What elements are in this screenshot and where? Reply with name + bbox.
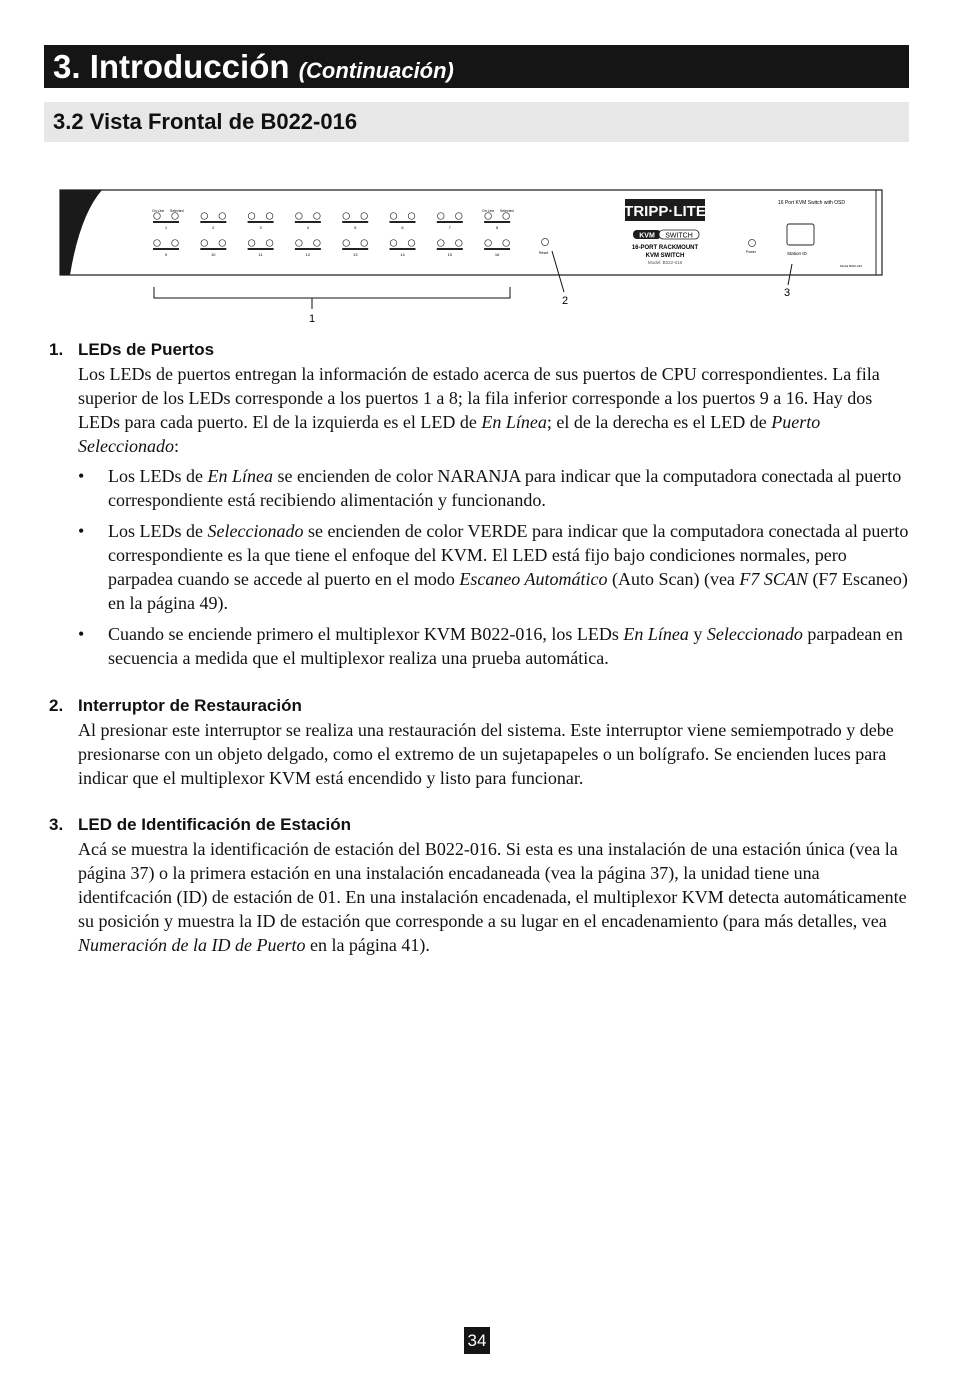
selected-led [314, 213, 321, 220]
item-paragraph: Acá se muestra la identificación de estación del B022-016. Si esta es una instalación de una estación única (vea la página 37) o la primera estación en una instalación encadaneada (vea la página 37), la unidad tiene una identifcación (ID) de estación de 01. En una instalación encadenada, el multiplexor KVM detecta automáticamente su posición y muestra la ID de estación que corresponde a su lugar en el encadenamiento (para más detalles, vea Numeración de la ID de Puerto en la página 41). [78, 839, 907, 955]
port-underline [390, 221, 416, 223]
front-panel-figure [40, 185, 900, 330]
chapter-subtitle: (Continuación) [298, 58, 454, 83]
port-underline [248, 248, 274, 250]
port-underline [295, 248, 321, 250]
port-number-label: 12 [305, 252, 311, 257]
italic-run: En Línea [623, 624, 689, 644]
selected-led [219, 240, 226, 247]
italic-run: Puerto Seleccionado [78, 412, 821, 456]
model-line-1: 16-PORT RACKMOUNT [631, 245, 699, 251]
bullet-text: Los LEDs de En Línea se encienden de color NARANJA para indicar que la computadora conectada al puerto correspondiente está recibiendo alimentación y funcionando. [108, 466, 902, 510]
bullet-item: • Cuando se enciende primero el multiplexor KVM B022-016, los LEDs En Línea y Seleccionado parpadean en secuencia a medida que el multiplexor realiza una prueba automática. [78, 624, 903, 668]
selected-led [172, 240, 179, 247]
online-led [248, 240, 255, 247]
model-small: Model B022-016 [840, 264, 863, 268]
item-title: Interruptor de Restauración [78, 696, 302, 715]
port-underline [248, 221, 274, 223]
osd-label: 16 Port KVM Switch with OSD [778, 200, 845, 206]
selected-led [503, 213, 510, 220]
port-number-label: 13 [352, 252, 358, 257]
item-title: LEDs de Puertos [78, 340, 215, 359]
section-title: 3.2 Vista Frontal de B022-016 [53, 109, 358, 134]
selected-led [503, 240, 510, 247]
port-underline [342, 248, 368, 250]
selected-led [456, 240, 463, 247]
online-led [154, 213, 161, 220]
bullet-item: • Los LEDs de En Línea se encienden de color NARANJA para indicar que la computadora conectada al puerto correspondiente está recibiendo alimentación y funcionando. [78, 466, 902, 510]
port-number-label: 5 [354, 225, 357, 230]
online-led [390, 240, 397, 247]
station-id-display [787, 224, 814, 245]
selected-led [408, 213, 415, 220]
port-underline [484, 221, 510, 223]
italic-run: En Línea [481, 412, 547, 432]
selected-label-right: Selected [500, 209, 514, 213]
page-number: 34 [464, 1327, 490, 1354]
italic-run: En Línea [207, 466, 273, 486]
port-underline [153, 221, 179, 223]
port-number-label: 4 [306, 225, 310, 230]
port-number-label: 11 [258, 252, 263, 257]
online-led [201, 240, 208, 247]
port-underline [437, 221, 463, 223]
item-number: 3. [49, 815, 64, 834]
panel-outline [60, 190, 882, 275]
power-label: Power [746, 250, 756, 254]
brand-logo: TRIPP·LITE [624, 203, 706, 220]
port-number-label: 1 [164, 225, 168, 230]
port-underline [200, 221, 226, 223]
selected-label: Selected [170, 209, 184, 213]
online-label: On Line [152, 209, 165, 213]
bullet-item: • Los LEDs de Seleccionado se encienden de color VERDE para indicar que la computadora conectada al puerto correspondiente es la que tiene el enfoque del KVM. El LED está fijo bajo condiciones normales, pero parpadea cuando se accede al puerto en el modo Escaneo Automático (Auto Scan) (vea F7 SCAN (F7 Escaneo) en la página 49). [78, 521, 909, 613]
section-header [44, 102, 909, 142]
port-underline [484, 248, 510, 250]
port-number-label: 6 [401, 225, 404, 230]
selected-led [361, 213, 368, 220]
online-led [248, 213, 255, 220]
port-number-label: 3 [259, 225, 262, 230]
online-led [438, 240, 445, 247]
online-led [343, 213, 350, 220]
power-led [749, 240, 756, 247]
port-number-label: 8 [495, 225, 499, 230]
selected-led [408, 240, 415, 247]
online-led [154, 240, 161, 247]
port-number-label: 9 [164, 252, 168, 257]
callout-2: 2 [561, 295, 569, 307]
port-underline [342, 221, 368, 223]
selected-led [266, 240, 273, 247]
selected-led [314, 240, 321, 247]
port-number-label: 14 [400, 252, 405, 257]
online-led [296, 240, 303, 247]
online-led [485, 213, 492, 220]
selected-led [361, 240, 368, 247]
item-number: 1. [49, 340, 64, 359]
item-title: LED de Identificación de Estación [78, 815, 351, 834]
port-number-label: 10 [211, 252, 216, 257]
callout-1: 1 [308, 313, 316, 325]
item-paragraph: Al presionar este interruptor se realiza una restauración del sistema. Este interruptor viene semiempotrado y debe presionarse con un objeto delgado, como el extremo de un sujetapapeles o un bolígrafo. Se encienden luces para indicar que el multiplexor KVM está encendido y listo para funcionar. [78, 720, 894, 788]
port-number-label: 2 [212, 225, 215, 230]
model-line-3: Model: B022-016 [647, 260, 683, 265]
online-led [390, 213, 397, 220]
item-reset-switch [49, 694, 909, 790]
port-number-label: 7 [448, 225, 451, 230]
kvm-badge-text: KVM [639, 232, 655, 240]
callout-3: 3 [783, 287, 791, 299]
callout-bracket-1 [154, 287, 510, 298]
port-number-label: 16 [494, 252, 500, 257]
selected-led [172, 213, 179, 220]
online-led [296, 213, 303, 220]
model-line-2: KVM SWITCH [645, 253, 685, 259]
online-led [485, 240, 492, 247]
italic-run: Numeración de la ID de Puerto [78, 935, 306, 955]
online-label-right: On Line [482, 209, 495, 213]
chapter-title-text: 3. Introducción [53, 48, 290, 85]
item-station-id [49, 813, 909, 957]
port-number-label: 15 [447, 252, 453, 257]
item-port-leds [49, 338, 909, 670]
port-underline [295, 221, 321, 223]
item-paragraph: Los LEDs de puertos entregan la información de estado acerca de sus puertos de CPU correspondientes. La fila superior de los LEDs corresponde a los puertos 1 a 8; la fila inferior corresponde a los puertos 9 a 16. Hay dos LEDs para cada puerto. El de la izquierda es el LED de En Línea; el de la derecha es el LED de Puerto Seleccionado: [78, 364, 880, 456]
switch-badge-text: SWITCH [665, 232, 693, 240]
italic-run: F7 SCAN [739, 569, 808, 589]
port-underline [200, 248, 226, 250]
online-led [343, 240, 350, 247]
selected-led [456, 213, 463, 220]
port-underline [390, 248, 416, 250]
bullet-text: Cuando se enciende primero el multiplexor KVM B022-016, los LEDs En Línea y Seleccionado parpadean en secuencia a medida que el multiplexor realiza una prueba automática. [108, 624, 903, 668]
bullet-text: Los LEDs de Seleccionado se encienden de color VERDE para indicar que la computadora conectada al puerto correspondiente es la que tiene el enfoque del KVM. El LED está fijo bajo condiciones normales, pero parpadea cuando se accede al puerto en el modo Escaneo Automático (Auto Scan) (vea F7 SCAN (F7 Escaneo) en la página 49). [108, 521, 909, 613]
port-underline [437, 248, 463, 250]
reset-label: Reset [539, 251, 549, 255]
selected-led [219, 213, 226, 220]
item-number: 2. [49, 696, 64, 715]
chapter-title [53, 47, 454, 91]
reset-button [542, 239, 549, 246]
station-label: Station ID [787, 251, 807, 256]
port-underline [153, 248, 179, 250]
online-led [438, 213, 445, 220]
italic-run: Seleccionado [207, 521, 304, 541]
online-led [201, 213, 208, 220]
italic-run: Seleccionado [706, 624, 803, 644]
selected-led [266, 213, 273, 220]
chapter-header [44, 45, 909, 88]
italic-run: Escaneo Automático [459, 569, 608, 589]
